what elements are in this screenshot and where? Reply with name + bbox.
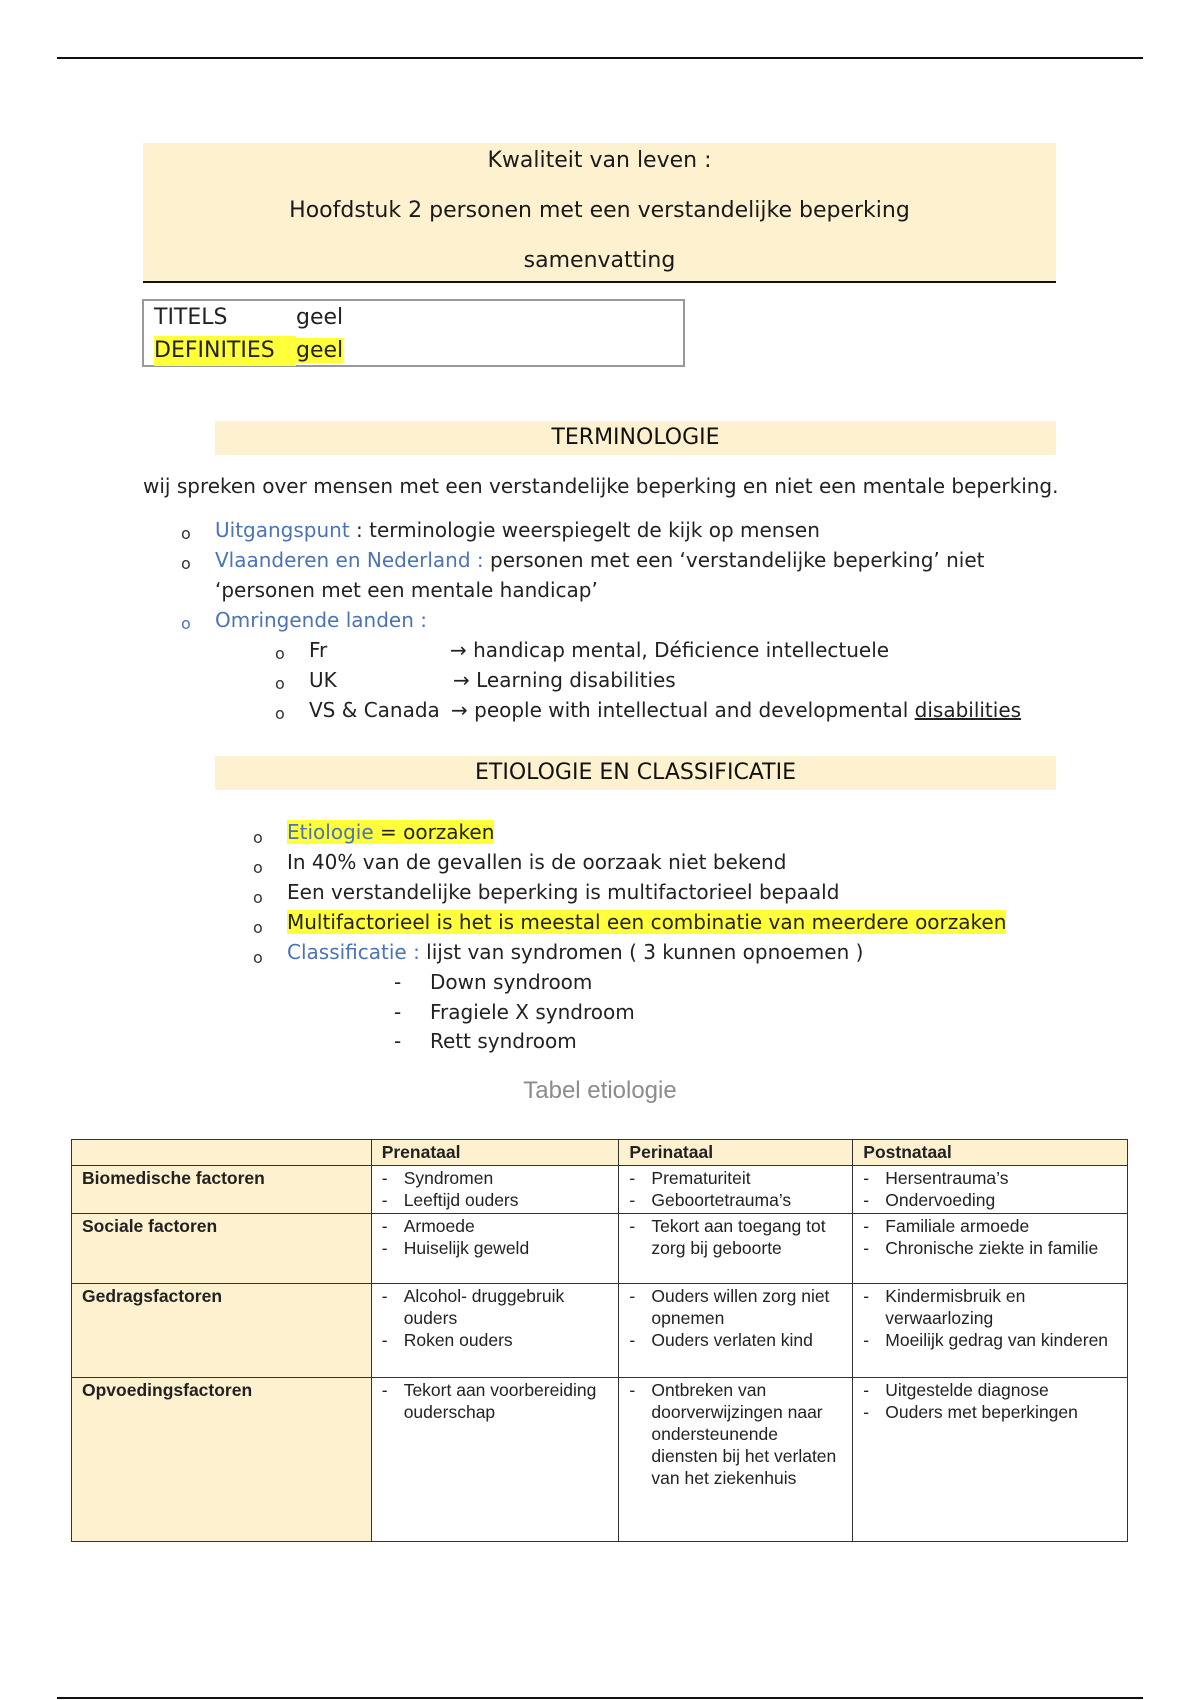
table-row-label: Gedragsfactoren [72,1284,372,1378]
table-cell-peri [619,1166,853,1214]
table-header-cell: Postnataal [853,1140,1128,1166]
table-header-corner [72,1140,372,1166]
bullet-icon: o [181,614,191,633]
dash-icon: - [863,1380,870,1400]
dash-icon: - [863,1216,870,1236]
bullet-icon: o [181,524,191,543]
country-name: VS & Canada [309,698,440,722]
bullet-key: Etiologie [287,820,374,844]
bullet-text: personen met een ‘verstandelijke beperking’ niet [483,548,985,572]
syndrome-item: Rett syndroom [430,1029,577,1053]
dash-icon: - [863,1402,870,1422]
country-description: people with intellectual and developmental [474,698,915,722]
legend-label: TITELS [154,305,228,330]
bullet-text: Multifactorieel is het is meestal een combinatie van meerdere oorzaken [287,910,1007,934]
table-row [72,1166,1128,1214]
bullet-icon: o [275,704,285,723]
bottom-rule [57,1697,1143,1699]
country-name: Fr [309,638,328,662]
syndrome-item: Fragiele X syndroom [430,1000,635,1024]
cell-item-text: Familiale armoede [885,1216,1030,1236]
cell-item-text: Hersentrauma’s [885,1168,1009,1188]
table-row [72,1378,1128,1542]
dash-icon: - [863,1238,870,1258]
dash-icon: - [381,1238,388,1258]
cell-list-item [382,1329,611,1351]
cell-item-text: Prematuriteit [651,1168,751,1188]
cell-item-text: Roken ouders [403,1330,513,1350]
arrow-right-icon: → [451,698,475,722]
section-heading-terminologie: TERMINOLOGIE [215,421,1056,455]
bullet-etiologie [287,820,494,844]
cell-item-text: Tekort aan voorbereiding ouderschap [403,1380,597,1422]
bullet-vlaanderen-cont: ‘personen met een mentale handicap’ [215,578,598,602]
cell-item-text: Kindermisbruik en verwaarlozing [885,1286,1026,1328]
cell-item-text: Geboortetrauma’s [651,1190,792,1210]
legend-row-titels [154,303,343,333]
dash-icon: - [629,1286,636,1306]
cell-item-text: Huiselijk geweld [403,1238,530,1258]
top-rule [57,57,1143,59]
country-description: handicap mental, Déficience intellectuele [473,638,890,662]
table-cell-pre [371,1166,619,1214]
title-block [143,143,1056,283]
table-cell-post [853,1166,1128,1214]
cell-list-item [863,1329,1119,1351]
table-cell-post [853,1214,1128,1284]
cell-list-item [382,1379,611,1423]
bullet-icon: o [181,554,191,573]
title-line-1: Kwaliteit van leven : [487,148,712,173]
terminologie-intro: wij spreken over mensen met een verstandelijke beperking en niet een mentale beperking. [143,474,1059,498]
cell-item-text: Ouders verlaten kind [651,1330,813,1350]
table-header-cell: Prenataal [371,1140,619,1166]
cell-list-item [629,1167,844,1189]
bullet-icon: o [253,858,263,877]
cell-item-text: Ouders met beperkingen [885,1402,1078,1422]
dash-icon: - [381,1190,388,1210]
cell-item-text: Leeftijd ouders [403,1190,519,1210]
bullet-multifactorieel: Een verstandelijke beperking is multifactorieel bepaald [287,880,840,904]
bullet-key: Classificatie : [287,940,420,964]
bullet-vlaanderen [215,548,984,572]
cell-list-item [629,1215,844,1259]
cell-list-item [382,1167,611,1189]
dash-icon: - [381,1330,388,1350]
dash-icon: - [381,1216,388,1236]
country-text [453,668,676,692]
country-description: Learning disabilities [476,668,676,692]
table-row-label: Opvoedingsfactoren [72,1378,372,1542]
legend-label: DEFINITIES [154,336,296,366]
dash-icon: - [863,1168,870,1188]
table-header-cell: Perinataal [619,1140,853,1166]
table-row [72,1284,1128,1378]
dash-icon: - [629,1330,636,1350]
table-cell-pre [371,1284,619,1378]
bullet-text: = oorzaken [373,820,495,844]
title-line-2: Hoofdstuk 2 personen met een verstandelijke beperking [289,198,910,223]
bullet-key: Uitgangspunt [215,518,350,542]
title-line-3: samenvatting [523,248,676,273]
syndrome-item: Down syndroom [430,970,593,994]
legend-value: geel [296,338,344,363]
table-cell-peri [619,1214,853,1284]
bullet-icon: o [275,644,285,663]
country-text [450,638,889,662]
cell-list-item [629,1329,844,1351]
bullet-icon: o [253,828,263,847]
dash-icon: - [629,1216,636,1236]
cell-list-item [863,1189,1119,1211]
cell-item-text: Ouders willen zorg niet opnemen [651,1286,830,1328]
cell-list-item [863,1215,1119,1237]
dash-icon: - [394,1000,402,1024]
cell-list-item [863,1401,1119,1423]
dash-icon: - [863,1286,870,1306]
etiologie-table [71,1139,1128,1542]
cell-list-item [382,1215,611,1237]
cell-list-item [863,1167,1119,1189]
dash-icon: - [394,1029,402,1053]
bullet-40-procent: In 40% van de gevallen is de oorzaak niet bekend [287,850,787,874]
cell-list-item [863,1237,1119,1259]
cell-list-item [629,1189,844,1211]
cell-list-item [382,1237,611,1259]
country-underlined: disabilities [914,698,1022,722]
dash-icon: - [629,1380,636,1400]
bullet-icon: o [275,674,285,693]
cell-item-text: Syndromen [403,1168,494,1188]
dash-icon: - [381,1168,388,1188]
arrow-right-icon: → [450,638,474,662]
dash-icon: - [629,1190,636,1210]
cell-list-item [863,1379,1119,1401]
table-cell-pre [371,1214,619,1284]
cell-item-text: Ontbreken van doorverwijzingen naar ondersteunende diensten bij het verlaten van het ziekenhuis [651,1380,837,1488]
country-name: UK [309,668,337,692]
arrow-right-icon: → [453,668,477,692]
cell-item-text: Chronische ziekte in familie [885,1238,1099,1258]
bullet-combinatie [287,910,1006,934]
cell-item-text: Uitgestelde diagnose [885,1380,1049,1400]
cell-list-item [382,1285,611,1329]
legend-row-definities [154,336,343,366]
dash-icon: - [863,1190,870,1210]
table-row-label: Biomedische factoren [72,1166,372,1214]
cell-item-text: Armoede [403,1216,475,1236]
dash-icon: - [629,1168,636,1188]
table-header-row [72,1140,1128,1166]
table-cell-post [853,1284,1128,1378]
bullet-icon: o [253,948,263,967]
bullet-key: Vlaanderen en Nederland : [215,548,484,572]
bullet-icon: o [253,888,263,907]
legend-box [142,299,685,367]
bullet-uitgangspunt [215,518,820,542]
cell-item-text: Moeilijk gedrag van kinderen [885,1330,1109,1350]
dash-icon: - [381,1286,388,1306]
legend-value: geel [296,305,344,330]
cell-item-text: Alcohol- druggebruik ouders [403,1286,565,1328]
bullet-omringende-landen: Omringende landen : [215,608,427,632]
section-heading-etiologie: ETIOLOGIE EN CLASSIFICATIE [215,756,1056,790]
bullet-text: : terminologie weerspiegelt de kijk op mensen [349,518,820,542]
cell-list-item [629,1379,844,1489]
country-text [451,698,1021,722]
table-cell-peri [619,1284,853,1378]
cell-list-item [863,1285,1119,1329]
dash-icon: - [381,1380,388,1400]
table-cell-post [853,1378,1128,1542]
cell-list-item [629,1285,844,1329]
dash-icon: - [394,970,402,994]
bullet-text: lijst van syndromen ( 3 kunnen opnoemen ) [419,940,864,964]
table-cell-pre [371,1378,619,1542]
cell-list-item [382,1189,611,1211]
table-caption: Tabel etiologie [523,1077,677,1104]
dash-icon: - [863,1330,870,1350]
table-cell-peri [619,1378,853,1542]
cell-item-text: Ondervoeding [885,1190,996,1210]
table-row [72,1214,1128,1284]
table-row-label: Sociale factoren [72,1214,372,1284]
bullet-icon: o [253,918,263,937]
cell-item-text: Tekort aan toegang tot zorg bij geboorte [651,1216,826,1258]
bullet-classificatie [287,940,863,964]
